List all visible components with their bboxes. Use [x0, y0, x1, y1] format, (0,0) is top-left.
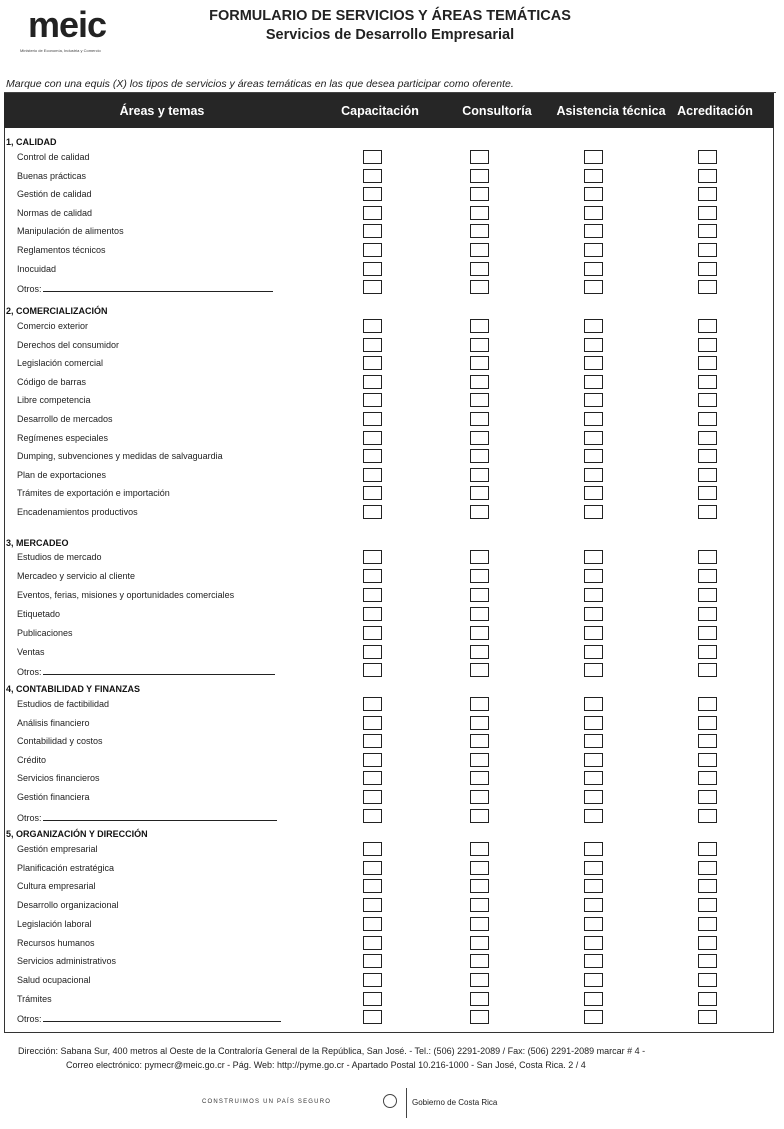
checkbox-acreditacion[interactable] — [698, 224, 717, 238]
checkbox-capacitacion[interactable] — [363, 224, 382, 238]
checkbox-acreditacion[interactable] — [698, 338, 717, 352]
checkbox-capacitacion[interactable] — [363, 842, 382, 856]
topic-text: Legislación laboral — [17, 918, 92, 929]
topic-text: Trámites — [17, 993, 52, 1004]
checkbox-acreditacion[interactable] — [698, 898, 717, 912]
checkbox-capacitacion[interactable] — [363, 917, 382, 931]
topic-label — [17, 507, 138, 517]
checkbox-capacitacion[interactable] — [363, 393, 382, 407]
topic-label — [17, 994, 52, 1004]
topic-label — [17, 571, 135, 581]
checkbox-consultoria[interactable] — [470, 645, 489, 659]
checkbox-asistencia[interactable] — [584, 486, 603, 500]
checkbox-consultoria[interactable] — [470, 550, 489, 564]
checkbox-consultoria[interactable] — [470, 734, 489, 748]
topic-label — [17, 282, 273, 294]
checkbox-acreditacion[interactable] — [698, 809, 717, 823]
checkbox-acreditacion[interactable] — [698, 879, 717, 893]
topic-text: Eventos, ferias, misiones y oportunidades comerciales — [17, 589, 235, 600]
topic-text: Legislación comercial — [17, 358, 104, 369]
checkbox-asistencia[interactable] — [584, 898, 603, 912]
checkbox-asistencia[interactable] — [584, 319, 603, 333]
topic-text: Otros: — [17, 812, 42, 823]
logo-wordmark: meic — [28, 4, 107, 45]
checkbox-consultoria[interactable] — [470, 936, 489, 950]
checkbox-asistencia[interactable] — [584, 954, 603, 968]
topic-label — [17, 264, 56, 274]
checkbox-asistencia[interactable] — [584, 393, 603, 407]
topic-label — [17, 171, 86, 181]
checkbox-acreditacion[interactable] — [698, 861, 717, 875]
checkbox-acreditacion[interactable] — [698, 550, 717, 564]
checkbox-consultoria[interactable] — [470, 412, 489, 426]
topic-label — [17, 863, 114, 873]
checkbox-capacitacion[interactable] — [363, 550, 382, 564]
checkbox-acreditacion[interactable] — [698, 973, 717, 987]
topic-label — [17, 208, 92, 218]
checkbox-acreditacion[interactable] — [698, 169, 717, 183]
footer-divider — [406, 1088, 407, 1118]
topic-label — [17, 1012, 281, 1024]
column-header-asistencia: Asistencia técnica — [556, 103, 666, 118]
checkbox-acreditacion[interactable] — [698, 842, 717, 856]
checkbox-consultoria[interactable] — [470, 663, 489, 677]
topic-label — [17, 773, 100, 783]
topic-text: Derechos del consumidor — [17, 339, 120, 350]
checkbox-asistencia[interactable] — [584, 243, 603, 257]
checkbox-consultoria[interactable] — [470, 1010, 489, 1024]
section-title: 4, CONTABILIDAD Y FINANZAS — [6, 684, 141, 694]
checkbox-asistencia[interactable] — [584, 375, 603, 389]
checkbox-asistencia[interactable] — [584, 468, 603, 482]
checkbox-acreditacion[interactable] — [698, 992, 717, 1006]
checkbox-asistencia[interactable] — [584, 449, 603, 463]
checkbox-acreditacion[interactable] — [698, 716, 717, 730]
checkbox-consultoria[interactable] — [470, 187, 489, 201]
footer-address: Dirección: Sabana Sur, 400 metros al Oeste de la Contraloría General de la República, San José. - Tel.: (506) 2291-2089 / Fax: (506) 2291-2089 marcar # 4 - — [18, 1046, 646, 1056]
checkbox-asistencia[interactable] — [584, 338, 603, 352]
checkbox-consultoria[interactable] — [470, 588, 489, 602]
topic-text: Servicios financieros — [17, 773, 100, 784]
checkbox-capacitacion[interactable] — [363, 663, 382, 677]
checkbox-capacitacion[interactable] — [363, 607, 382, 621]
checkbox-consultoria[interactable] — [470, 790, 489, 804]
topic-label — [17, 844, 98, 854]
topic-text: Otros: — [17, 284, 42, 295]
checkbox-consultoria[interactable] — [470, 224, 489, 238]
checkbox-consultoria[interactable] — [470, 449, 489, 463]
topic-label — [17, 628, 73, 638]
topic-text: Recursos humanos — [17, 937, 95, 948]
topic-text: Regímenes especiales — [17, 432, 109, 443]
topic-label — [17, 414, 113, 424]
checkbox-asistencia[interactable] — [584, 771, 603, 785]
checkbox-acreditacion[interactable] — [698, 1010, 717, 1024]
topic-label — [17, 189, 92, 199]
checkbox-asistencia[interactable] — [584, 550, 603, 564]
checkbox-asistencia[interactable] — [584, 607, 603, 621]
checkbox-capacitacion[interactable] — [363, 898, 382, 912]
checkbox-consultoria[interactable] — [470, 356, 489, 370]
topic-text: Dumping, subvenciones y medidas de salvaguardia — [17, 451, 223, 462]
checkbox-consultoria[interactable] — [470, 243, 489, 257]
checkbox-acreditacion[interactable] — [698, 734, 717, 748]
topic-label — [17, 665, 275, 677]
checkbox-consultoria[interactable] — [470, 898, 489, 912]
checkbox-consultoria[interactable] — [470, 954, 489, 968]
topic-label — [17, 755, 46, 765]
checkbox-asistencia[interactable] — [584, 206, 603, 220]
topic-label — [17, 975, 91, 985]
topic-label — [17, 699, 109, 709]
topic-text: Ventas — [17, 646, 45, 657]
checkbox-capacitacion[interactable] — [363, 431, 382, 445]
government-label: Gobierno de Costa Rica — [412, 1098, 498, 1107]
checkbox-asistencia[interactable] — [584, 588, 603, 602]
checkbox-acreditacion[interactable] — [698, 505, 717, 519]
topic-text: Servicios administrativos — [17, 956, 117, 967]
checkbox-acreditacion[interactable] — [698, 626, 717, 640]
topic-text: Gestión empresarial — [17, 844, 98, 854]
topic-label — [17, 470, 106, 480]
checkbox-asistencia[interactable] — [584, 224, 603, 238]
checkbox-acreditacion[interactable] — [698, 663, 717, 677]
section-title: 5, ORGANIZACIÓN Y DIRECCIÓN — [6, 829, 148, 839]
checkbox-consultoria[interactable] — [470, 992, 489, 1006]
topic-text: Trámites de exportación e importación — [17, 488, 170, 499]
checkbox-acreditacion[interactable] — [698, 697, 717, 711]
checkbox-capacitacion[interactable] — [363, 569, 382, 583]
topic-text: Otros: — [17, 667, 42, 678]
topic-text: Estudios de mercado — [17, 552, 102, 562]
logo-subtitle: Ministerio de Economía, Industria y Comercio — [20, 48, 101, 53]
checkbox-capacitacion[interactable] — [363, 790, 382, 804]
topic-text: Mercadeo y servicio al cliente — [17, 570, 136, 581]
topic-label — [17, 590, 234, 600]
topic-text: Planificación estratégica — [17, 862, 115, 873]
checkbox-asistencia[interactable] — [584, 753, 603, 767]
checkbox-consultoria[interactable] — [470, 393, 489, 407]
checkbox-capacitacion[interactable] — [363, 954, 382, 968]
checkbox-acreditacion[interactable] — [698, 449, 717, 463]
checkbox-acreditacion[interactable] — [698, 280, 717, 294]
topic-label — [17, 956, 116, 966]
checkbox-capacitacion[interactable] — [363, 505, 382, 519]
checkbox-asistencia[interactable] — [584, 1010, 603, 1024]
checkbox-consultoria[interactable] — [470, 431, 489, 445]
topic-label — [17, 340, 119, 350]
topic-text: Buenas prácticas — [17, 170, 87, 181]
topic-text: Contabilidad y costos — [17, 736, 103, 747]
checkbox-acreditacion[interactable] — [698, 150, 717, 164]
checkbox-consultoria[interactable] — [470, 716, 489, 730]
checkbox-acreditacion[interactable] — [698, 412, 717, 426]
column-header-consultoria: Consultoría — [462, 103, 532, 118]
checkbox-capacitacion[interactable] — [363, 992, 382, 1006]
checkbox-capacitacion[interactable] — [363, 449, 382, 463]
checkbox-acreditacion[interactable] — [698, 645, 717, 659]
checkbox-capacitacion[interactable] — [363, 1010, 382, 1024]
column-header-acreditacion: Acreditación — [677, 103, 753, 118]
topic-label — [17, 609, 60, 619]
checkbox-asistencia[interactable] — [584, 505, 603, 519]
checkbox-capacitacion[interactable] — [363, 771, 382, 785]
checkbox-consultoria[interactable] — [470, 206, 489, 220]
other-text-field[interactable] — [43, 665, 275, 675]
checkbox-capacitacion[interactable] — [363, 338, 382, 352]
topic-label — [17, 433, 108, 443]
footer-slogan: CONSTRUIMOS UN PAÍS SEGURO — [202, 1099, 332, 1105]
topic-text: Desarrollo organizacional — [17, 900, 119, 911]
checkbox-consultoria[interactable] — [470, 486, 489, 500]
column-header-areas: Áreas y temas — [119, 103, 205, 118]
checkbox-consultoria[interactable] — [470, 319, 489, 333]
checkbox-acreditacion[interactable] — [698, 393, 717, 407]
topic-text: Libre competencia — [17, 395, 91, 406]
form-subtitle: Servicios de Desarrollo Empresarial — [265, 27, 515, 43]
checkbox-acreditacion[interactable] — [698, 243, 717, 257]
checkbox-capacitacion[interactable] — [363, 697, 382, 711]
topic-label — [17, 881, 96, 891]
topic-label — [17, 152, 90, 162]
topic-label — [17, 245, 106, 255]
form-title: FORMULARIO DE SERVICIOS Y ÁREAS TEMÁTICAS — [209, 8, 571, 24]
topic-text: Control de calidad — [17, 152, 90, 162]
topic-text: Etiquetado — [17, 608, 61, 619]
topic-text: Reglamentos técnicos — [17, 245, 106, 255]
checkbox-capacitacion[interactable] — [363, 356, 382, 370]
checkbox-capacitacion[interactable] — [363, 486, 382, 500]
government-seal-icon — [383, 1094, 397, 1108]
checkbox-acreditacion[interactable] — [698, 356, 717, 370]
checkbox-capacitacion[interactable] — [363, 375, 382, 389]
checkbox-capacitacion[interactable] — [363, 879, 382, 893]
section-title: 2, COMERCIALIZACIÓN — [6, 306, 108, 316]
checkbox-acreditacion[interactable] — [698, 486, 717, 500]
checkbox-acreditacion[interactable] — [698, 431, 717, 445]
checkbox-asistencia[interactable] — [584, 936, 603, 950]
checkbox-acreditacion[interactable] — [698, 319, 717, 333]
checkbox-consultoria[interactable] — [470, 973, 489, 987]
checkbox-capacitacion[interactable] — [363, 936, 382, 950]
checkbox-acreditacion[interactable] — [698, 588, 717, 602]
checkbox-asistencia[interactable] — [584, 917, 603, 931]
checkbox-asistencia[interactable] — [584, 280, 603, 294]
checkbox-acreditacion[interactable] — [698, 790, 717, 804]
checkbox-acreditacion[interactable] — [698, 771, 717, 785]
topic-label — [17, 736, 103, 746]
topic-text: Manipulación de alimentos — [17, 226, 124, 237]
topic-label — [17, 718, 90, 728]
checkbox-asistencia[interactable] — [584, 412, 603, 426]
checkbox-capacitacion[interactable] — [363, 861, 382, 875]
checkbox-asistencia[interactable] — [584, 262, 603, 276]
checkbox-capacitacion[interactable] — [363, 753, 382, 767]
topic-label — [17, 377, 86, 387]
instructions: Marque con una equis (X) los tipos de servicios y áreas temáticas en las que desea participar como oferente. — [6, 78, 514, 90]
topic-text: Estudios de factibilidad — [17, 699, 110, 709]
checkbox-consultoria[interactable] — [470, 917, 489, 931]
checkbox-capacitacion[interactable] — [363, 169, 382, 183]
checkbox-capacitacion[interactable] — [363, 645, 382, 659]
topic-text: Plan de exportaciones — [17, 469, 107, 480]
checkbox-consultoria[interactable] — [470, 626, 489, 640]
checkbox-consultoria[interactable] — [470, 569, 489, 583]
checkbox-asistencia[interactable] — [584, 626, 603, 640]
section-title: 3, MERCADEO — [6, 538, 69, 548]
checkbox-acreditacion[interactable] — [698, 187, 717, 201]
topic-text: Salud ocupacional — [17, 974, 91, 985]
checkbox-capacitacion[interactable] — [363, 734, 382, 748]
checkbox-acreditacion[interactable] — [698, 936, 717, 950]
checkbox-asistencia[interactable] — [584, 861, 603, 875]
topic-text: Gestión de calidad — [17, 189, 92, 200]
topic-label — [17, 321, 88, 331]
other-text-field[interactable] — [43, 811, 277, 821]
checkbox-capacitacion[interactable] — [363, 716, 382, 730]
topic-label — [17, 919, 92, 929]
checkbox-asistencia[interactable] — [584, 842, 603, 856]
checkbox-capacitacion[interactable] — [363, 973, 382, 987]
topic-text: Desarrollo de mercados — [17, 414, 113, 424]
topic-text: Encadenamientos productivos — [17, 507, 138, 517]
checkbox-capacitacion[interactable] — [363, 243, 382, 257]
checkbox-asistencia[interactable] — [584, 734, 603, 748]
checkbox-consultoria[interactable] — [470, 842, 489, 856]
checkbox-consultoria[interactable] — [470, 262, 489, 276]
topic-text: Otros: — [17, 1014, 42, 1025]
checkbox-consultoria[interactable] — [470, 150, 489, 164]
checkbox-asistencia[interactable] — [584, 973, 603, 987]
checkbox-capacitacion[interactable] — [363, 262, 382, 276]
topic-text: Comercio exterior — [17, 321, 89, 331]
checkbox-asistencia[interactable] — [584, 716, 603, 730]
topic-label — [17, 792, 90, 802]
checkbox-asistencia[interactable] — [584, 356, 603, 370]
checkbox-asistencia[interactable] — [584, 187, 603, 201]
checkbox-consultoria[interactable] — [470, 753, 489, 767]
checkbox-consultoria[interactable] — [470, 169, 489, 183]
checkbox-acreditacion[interactable] — [698, 262, 717, 276]
checkbox-capacitacion[interactable] — [363, 187, 382, 201]
checkbox-asistencia[interactable] — [584, 879, 603, 893]
checkbox-capacitacion[interactable] — [363, 412, 382, 426]
topic-label — [17, 451, 223, 461]
checkbox-asistencia[interactable] — [584, 645, 603, 659]
topic-text: Gestión financiera — [17, 792, 90, 802]
topic-label — [17, 552, 102, 562]
checkbox-asistencia[interactable] — [584, 697, 603, 711]
topic-label — [17, 647, 45, 657]
checkbox-asistencia[interactable] — [584, 663, 603, 677]
topic-label — [17, 900, 119, 910]
section-title: 1, CALIDAD — [6, 137, 57, 147]
checkbox-consultoria[interactable] — [470, 879, 489, 893]
checkbox-consultoria[interactable] — [470, 861, 489, 875]
checkbox-capacitacion[interactable] — [363, 206, 382, 220]
checkbox-capacitacion[interactable] — [363, 150, 382, 164]
topic-label — [17, 811, 277, 823]
checkbox-acreditacion[interactable] — [698, 206, 717, 220]
checkbox-asistencia[interactable] — [584, 169, 603, 183]
topic-text: Crédito — [17, 754, 47, 765]
checkbox-consultoria[interactable] — [470, 607, 489, 621]
checkbox-consultoria[interactable] — [470, 809, 489, 823]
checkbox-acreditacion[interactable] — [698, 954, 717, 968]
column-header-capacitacion: Capacitación — [341, 103, 419, 118]
checkbox-consultoria[interactable] — [470, 771, 489, 785]
checkbox-acreditacion[interactable] — [698, 569, 717, 583]
checkbox-acreditacion[interactable] — [698, 375, 717, 389]
checkbox-capacitacion[interactable] — [363, 280, 382, 294]
checkbox-consultoria[interactable] — [470, 338, 489, 352]
checkbox-acreditacion[interactable] — [698, 917, 717, 931]
checkbox-acreditacion[interactable] — [698, 753, 717, 767]
topic-text: Normas de calidad — [17, 207, 93, 218]
topic-label — [17, 358, 103, 368]
checkbox-consultoria[interactable] — [470, 505, 489, 519]
checkbox-capacitacion[interactable] — [363, 468, 382, 482]
checkbox-asistencia[interactable] — [584, 569, 603, 583]
checkbox-consultoria[interactable] — [470, 697, 489, 711]
topic-text: Inocuidad — [17, 263, 57, 274]
topic-label — [17, 938, 95, 948]
topic-label — [17, 395, 91, 405]
topic-label — [17, 488, 170, 498]
table-header — [4, 93, 774, 128]
checkbox-asistencia[interactable] — [584, 809, 603, 823]
checkbox-capacitacion[interactable] — [363, 626, 382, 640]
checkbox-asistencia[interactable] — [584, 431, 603, 445]
topic-text: Publicaciones — [17, 627, 73, 638]
checkbox-consultoria[interactable] — [470, 280, 489, 294]
topic-text: Cultura empresarial — [17, 881, 96, 892]
topic-label — [17, 226, 124, 236]
checkbox-capacitacion[interactable] — [363, 809, 382, 823]
topic-text: Análisis financiero — [17, 717, 90, 728]
checkbox-capacitacion[interactable] — [363, 319, 382, 333]
checkbox-consultoria[interactable] — [470, 375, 489, 389]
checkbox-asistencia[interactable] — [584, 992, 603, 1006]
checkbox-consultoria[interactable] — [470, 468, 489, 482]
checkbox-acreditacion[interactable] — [698, 607, 717, 621]
checkbox-asistencia[interactable] — [584, 150, 603, 164]
topic-text: Código de barras — [17, 376, 87, 387]
checkbox-capacitacion[interactable] — [363, 588, 382, 602]
other-text-field[interactable] — [43, 282, 273, 292]
other-text-field[interactable] — [43, 1012, 281, 1022]
checkbox-acreditacion[interactable] — [698, 468, 717, 482]
footer-contact: Correo electrónico: pymecr@meic.go.cr - Pág. Web: http://pyme.go.cr - Apartado Postal 10.216-1000 - San José, Costa Rica. 2 / 4 — [66, 1060, 586, 1070]
checkbox-asistencia[interactable] — [584, 790, 603, 804]
